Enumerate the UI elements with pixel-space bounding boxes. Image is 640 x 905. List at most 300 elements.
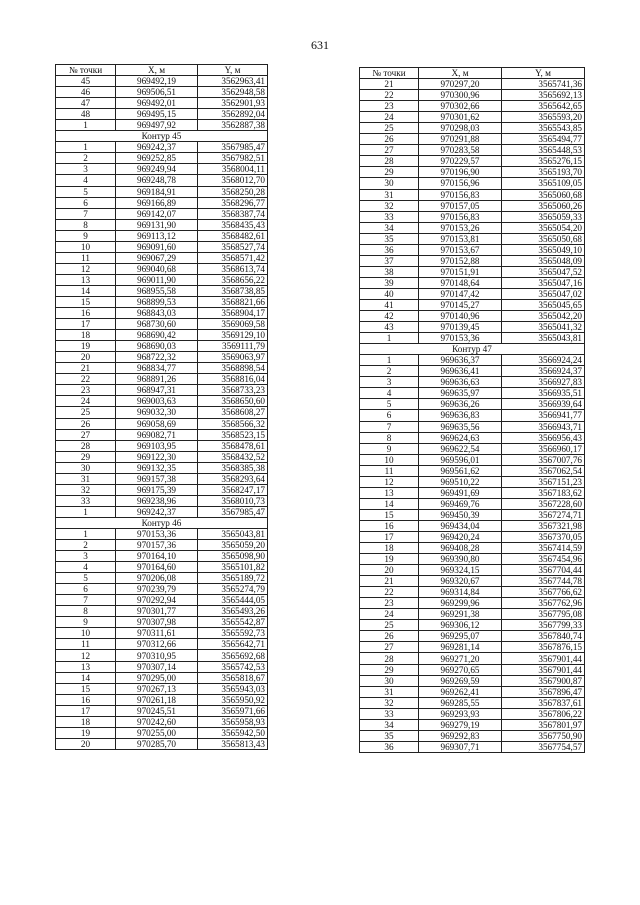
x-coordinate-cell: 968891,26 — [116, 374, 198, 385]
point-number-cell: 16 — [360, 520, 419, 531]
x-coordinate-cell: 970291,88 — [419, 134, 502, 145]
y-coordinate-cell: 3566927,83 — [502, 377, 585, 388]
point-number-cell: 23 — [360, 598, 419, 609]
x-coordinate-cell: 969469,76 — [419, 498, 502, 509]
table-row — [56, 252, 268, 263]
x-coordinate-cell: 969293,93 — [419, 708, 502, 719]
point-number-cell: 21 — [360, 576, 419, 587]
x-coordinate-cell: 970307,98 — [116, 617, 198, 628]
table-row — [56, 595, 268, 606]
table-row — [56, 142, 268, 153]
x-coordinate-cell: 969271,20 — [419, 653, 502, 664]
table-row — [56, 506, 268, 517]
y-coordinate-cell: 3565274,79 — [198, 584, 268, 595]
table-row — [360, 421, 585, 432]
point-number-cell: 5 — [56, 186, 116, 197]
y-coordinate-cell: 3567900,87 — [502, 675, 585, 686]
point-number-cell: 28 — [56, 440, 116, 451]
coordinates-table-left — [55, 64, 268, 750]
x-coordinate-cell: 969279,19 — [419, 719, 502, 730]
point-number-cell: 7 — [360, 421, 419, 432]
y-coordinate-cell: 3567806,22 — [502, 708, 585, 719]
table-row — [360, 664, 585, 675]
point-number-cell: 16 — [56, 308, 116, 319]
table-row — [360, 377, 585, 388]
table-body-left — [56, 76, 268, 750]
y-coordinate-cell: 3567896,47 — [502, 686, 585, 697]
point-number-cell: 7 — [56, 595, 116, 606]
y-coordinate-cell: 3565543,85 — [502, 123, 585, 134]
x-coordinate-cell: 969320,67 — [419, 576, 502, 587]
y-coordinate-cell: 3562948,58 — [198, 87, 268, 98]
y-coordinate-cell: 3568816,04 — [198, 374, 268, 385]
point-number-cell: 25 — [56, 407, 116, 418]
table-row — [56, 374, 268, 385]
y-coordinate-cell: 3567414,59 — [502, 543, 585, 554]
table-row — [56, 296, 268, 307]
point-number-cell: 29 — [56, 451, 116, 462]
table-row — [360, 454, 585, 465]
x-coordinate-cell: 969269,59 — [419, 675, 502, 686]
x-coordinate-cell: 968843,03 — [116, 308, 198, 319]
column-header-x: X, м — [116, 65, 198, 76]
y-coordinate-cell: 3568821,66 — [198, 296, 268, 307]
y-coordinate-cell: 3565942,50 — [198, 727, 268, 738]
x-coordinate-cell: 968955,58 — [116, 285, 198, 296]
point-number-cell: 15 — [56, 296, 116, 307]
point-number-cell: 48 — [56, 109, 116, 120]
point-number-cell: 22 — [360, 90, 419, 101]
table-row — [56, 186, 268, 197]
y-coordinate-cell: 3567454,96 — [502, 554, 585, 565]
y-coordinate-cell: 3567799,33 — [502, 620, 585, 631]
table-row — [360, 509, 585, 520]
y-coordinate-cell: 3565109,05 — [502, 178, 585, 189]
point-number-cell: 20 — [56, 352, 116, 363]
table-row — [360, 554, 585, 565]
table-row — [56, 319, 268, 330]
point-number-cell: 27 — [56, 429, 116, 440]
table-row — [56, 109, 268, 120]
x-coordinate-cell: 969248,78 — [116, 175, 198, 186]
point-number-cell: 12 — [56, 650, 116, 661]
y-coordinate-cell: 3567982,51 — [198, 153, 268, 164]
x-coordinate-cell: 968730,60 — [116, 319, 198, 330]
x-coordinate-cell: 969635,97 — [419, 388, 502, 399]
point-number-cell: 22 — [360, 587, 419, 598]
x-coordinate-cell: 970147,42 — [419, 288, 502, 299]
point-number-cell: 35 — [360, 730, 419, 741]
y-coordinate-cell: 3568527,74 — [198, 241, 268, 252]
y-coordinate-cell: 3565043,81 — [198, 528, 268, 539]
table-row — [56, 551, 268, 562]
x-coordinate-cell: 970261,18 — [116, 694, 198, 705]
table-row — [360, 90, 585, 101]
x-coordinate-cell: 969636,83 — [419, 410, 502, 421]
point-number-cell: 1 — [360, 355, 419, 366]
y-coordinate-cell: 3569111,79 — [198, 341, 268, 352]
x-coordinate-cell: 969242,37 — [116, 506, 198, 517]
x-coordinate-cell: 969491,69 — [419, 487, 502, 498]
table-row — [360, 134, 585, 145]
x-coordinate-cell: 969408,28 — [419, 543, 502, 554]
x-coordinate-cell: 969003,63 — [116, 396, 198, 407]
point-number-cell: 15 — [56, 683, 116, 694]
x-coordinate-cell: 970285,70 — [116, 738, 198, 749]
x-coordinate-cell: 970152,88 — [419, 255, 502, 266]
table-row — [56, 451, 268, 462]
point-number-cell: 13 — [56, 661, 116, 672]
point-number-cell: 26 — [56, 418, 116, 429]
x-coordinate-cell: 968834,77 — [116, 363, 198, 374]
x-coordinate-cell: 970164,10 — [116, 551, 198, 562]
x-coordinate-cell: 969270,65 — [419, 664, 502, 675]
y-coordinate-cell: 3565047,16 — [502, 277, 585, 288]
y-coordinate-cell: 3565971,66 — [198, 705, 268, 716]
table-row — [360, 288, 585, 299]
x-coordinate-cell: 969058,69 — [116, 418, 198, 429]
table-row — [360, 719, 585, 730]
y-coordinate-cell: 3569063,97 — [198, 352, 268, 363]
y-coordinate-cell: 3568656,22 — [198, 274, 268, 285]
x-coordinate-cell: 969635,56 — [419, 421, 502, 432]
table-row — [360, 255, 585, 266]
point-number-cell: 2 — [360, 366, 419, 377]
y-coordinate-cell: 3565642,71 — [198, 639, 268, 650]
y-coordinate-cell: 3565047,52 — [502, 266, 585, 277]
table-row — [56, 352, 268, 363]
column-header-point-number: № точки — [360, 68, 419, 79]
table-row — [360, 697, 585, 708]
point-number-cell: 23 — [56, 385, 116, 396]
point-number-cell: 3 — [56, 164, 116, 175]
y-coordinate-cell: 3565041,32 — [502, 322, 585, 333]
point-number-cell: 9 — [360, 443, 419, 454]
y-coordinate-cell: 3565060,26 — [502, 200, 585, 211]
y-coordinate-cell: 3565098,90 — [198, 551, 268, 562]
y-coordinate-cell: 3567837,61 — [502, 697, 585, 708]
point-number-cell: 31 — [360, 686, 419, 697]
point-number-cell: 19 — [56, 341, 116, 352]
y-coordinate-cell: 3565193,70 — [502, 167, 585, 178]
x-coordinate-cell: 970157,36 — [116, 540, 198, 551]
y-coordinate-cell: 3567876,15 — [502, 642, 585, 653]
y-coordinate-cell: 3565060,68 — [502, 189, 585, 200]
y-coordinate-cell: 3567274,71 — [502, 509, 585, 520]
y-coordinate-cell: 3567062,54 — [502, 465, 585, 476]
x-coordinate-cell: 968690,42 — [116, 330, 198, 341]
table-row — [360, 587, 585, 598]
x-coordinate-cell: 969175,39 — [116, 484, 198, 495]
y-coordinate-cell: 3567985,47 — [198, 142, 268, 153]
table-row — [56, 285, 268, 296]
table-row — [56, 716, 268, 727]
point-number-cell: 18 — [56, 716, 116, 727]
point-number-cell: 25 — [360, 123, 419, 134]
x-coordinate-cell: 970312,66 — [116, 639, 198, 650]
point-number-cell: 27 — [360, 642, 419, 653]
y-coordinate-cell: 3567766,62 — [502, 587, 585, 598]
point-number-cell: 12 — [360, 476, 419, 487]
table-row — [360, 498, 585, 509]
y-coordinate-cell: 3565950,92 — [198, 694, 268, 705]
y-coordinate-cell: 3568385,38 — [198, 462, 268, 473]
table-row — [56, 418, 268, 429]
point-number-cell: 9 — [56, 617, 116, 628]
point-number-cell: 11 — [56, 252, 116, 263]
y-coordinate-cell: 3567370,05 — [502, 531, 585, 542]
table-row — [56, 208, 268, 219]
point-number-cell: 32 — [360, 697, 419, 708]
point-number-cell: 19 — [56, 727, 116, 738]
y-coordinate-cell: 3566924,24 — [502, 355, 585, 366]
y-coordinate-cell: 3567795,08 — [502, 609, 585, 620]
x-coordinate-cell: 970245,51 — [116, 705, 198, 716]
x-coordinate-cell: 969495,15 — [116, 109, 198, 120]
y-coordinate-cell: 3565592,73 — [198, 628, 268, 639]
x-coordinate-cell: 970156,96 — [419, 178, 502, 189]
y-coordinate-cell: 3567985,47 — [198, 506, 268, 517]
x-coordinate-cell: 969011,90 — [116, 274, 198, 285]
point-number-cell: 22 — [56, 374, 116, 385]
coordinates-table-right — [359, 67, 585, 753]
table-row — [360, 299, 585, 310]
point-number-cell: 18 — [360, 543, 419, 554]
x-coordinate-cell: 969622,54 — [419, 443, 502, 454]
y-coordinate-cell: 3567183,62 — [502, 487, 585, 498]
point-number-cell: 5 — [360, 399, 419, 410]
table-row — [360, 598, 585, 609]
y-coordinate-cell: 3565958,93 — [198, 716, 268, 727]
x-coordinate-cell: 969249,94 — [116, 164, 198, 175]
table-row — [56, 76, 268, 87]
table-row — [56, 462, 268, 473]
table-row — [360, 79, 585, 90]
y-coordinate-cell: 3567744,78 — [502, 576, 585, 587]
y-coordinate-cell: 3565059,33 — [502, 211, 585, 222]
x-coordinate-cell: 970300,96 — [419, 90, 502, 101]
table-row — [360, 112, 585, 123]
table-header-row — [56, 65, 268, 76]
x-coordinate-cell: 969492,19 — [116, 76, 198, 87]
table-row — [56, 727, 268, 738]
table-row — [56, 120, 268, 131]
point-number-cell: 10 — [56, 628, 116, 639]
y-coordinate-cell: 3568613,74 — [198, 263, 268, 274]
table-row — [56, 429, 268, 440]
y-coordinate-cell: 3566935,51 — [502, 388, 585, 399]
table-row — [56, 573, 268, 584]
column-header-y: Y, м — [198, 65, 268, 76]
table-row — [360, 653, 585, 664]
y-coordinate-cell: 3568566,32 — [198, 418, 268, 429]
point-number-cell: 45 — [56, 76, 116, 87]
point-number-cell: 46 — [56, 87, 116, 98]
x-coordinate-cell: 969184,91 — [116, 186, 198, 197]
point-number-cell: 29 — [360, 167, 419, 178]
table-row — [56, 617, 268, 628]
y-coordinate-cell: 3565494,77 — [502, 134, 585, 145]
x-coordinate-cell: 969434,04 — [419, 520, 502, 531]
y-coordinate-cell: 3565059,20 — [198, 540, 268, 551]
point-number-cell: 24 — [360, 112, 419, 123]
table-row — [360, 620, 585, 631]
point-number-cell: 40 — [360, 288, 419, 299]
table-row — [56, 241, 268, 252]
point-number-cell: 42 — [360, 311, 419, 322]
x-coordinate-cell: 969252,85 — [116, 153, 198, 164]
y-coordinate-cell: 3565049,10 — [502, 244, 585, 255]
point-number-cell: 8 — [56, 606, 116, 617]
x-coordinate-cell: 969636,41 — [419, 366, 502, 377]
y-coordinate-cell: 3568898,54 — [198, 363, 268, 374]
point-number-cell: 26 — [360, 134, 419, 145]
table-row — [56, 738, 268, 749]
table-row — [56, 385, 268, 396]
y-coordinate-cell: 3567704,44 — [502, 565, 585, 576]
point-number-cell: 31 — [360, 189, 419, 200]
table-row — [360, 266, 585, 277]
point-number-cell: 14 — [360, 498, 419, 509]
x-coordinate-cell: 969132,35 — [116, 462, 198, 473]
point-number-cell: 18 — [56, 330, 116, 341]
x-coordinate-cell: 970311,61 — [116, 628, 198, 639]
point-number-cell: 20 — [56, 738, 116, 749]
point-number-cell: 6 — [56, 584, 116, 595]
point-number-cell: 17 — [360, 531, 419, 542]
y-coordinate-cell: 3562963,41 — [198, 76, 268, 87]
y-coordinate-cell: 3568387,74 — [198, 208, 268, 219]
table-row — [360, 233, 585, 244]
y-coordinate-cell: 3565444,05 — [198, 595, 268, 606]
y-coordinate-cell: 3565692,13 — [502, 90, 585, 101]
y-coordinate-cell: 3566941,77 — [502, 410, 585, 421]
x-coordinate-cell: 970145,27 — [419, 299, 502, 310]
y-coordinate-cell: 3565048,09 — [502, 255, 585, 266]
x-coordinate-cell: 970156,83 — [419, 211, 502, 222]
y-coordinate-cell: 3567228,60 — [502, 498, 585, 509]
y-coordinate-cell: 3567750,90 — [502, 730, 585, 741]
table-row — [360, 443, 585, 454]
point-number-cell: 19 — [360, 554, 419, 565]
y-coordinate-cell: 3567762,96 — [502, 598, 585, 609]
table-row — [360, 531, 585, 542]
y-coordinate-cell: 3565045,65 — [502, 299, 585, 310]
x-coordinate-cell: 968899,53 — [116, 296, 198, 307]
x-coordinate-cell: 970139,45 — [419, 322, 502, 333]
point-number-cell: 13 — [360, 487, 419, 498]
table-row — [360, 631, 585, 642]
x-coordinate-cell: 970301,62 — [419, 112, 502, 123]
table-row — [56, 98, 268, 109]
point-number-cell: 21 — [56, 363, 116, 374]
point-number-cell: 33 — [360, 211, 419, 222]
table-row — [360, 145, 585, 156]
y-coordinate-cell: 3568012,70 — [198, 175, 268, 186]
contour-heading-row — [56, 517, 268, 528]
table-row — [56, 263, 268, 274]
table-row — [56, 341, 268, 352]
point-number-cell: 36 — [360, 741, 419, 752]
point-number-cell: 2 — [56, 153, 116, 164]
y-coordinate-cell: 3565692,68 — [198, 650, 268, 661]
x-coordinate-cell: 969122,30 — [116, 451, 198, 462]
table-row — [360, 686, 585, 697]
y-coordinate-cell: 3565741,36 — [502, 79, 585, 90]
x-coordinate-cell: 969314,84 — [419, 587, 502, 598]
x-coordinate-cell: 969032,30 — [116, 407, 198, 418]
table-row — [360, 311, 585, 322]
y-coordinate-cell: 3565189,72 — [198, 573, 268, 584]
x-coordinate-cell: 969292,83 — [419, 730, 502, 741]
y-coordinate-cell: 3562887,38 — [198, 120, 268, 131]
x-coordinate-cell: 970153,67 — [419, 244, 502, 255]
y-coordinate-cell: 3568650,60 — [198, 396, 268, 407]
point-number-cell: 1 — [56, 506, 116, 517]
x-coordinate-cell: 970292,94 — [116, 595, 198, 606]
point-number-cell: 1 — [56, 142, 116, 153]
table-row — [360, 189, 585, 200]
x-coordinate-cell: 970267,13 — [116, 683, 198, 694]
table-row — [56, 495, 268, 506]
point-number-cell: 4 — [56, 175, 116, 186]
y-coordinate-cell: 3565493,26 — [198, 606, 268, 617]
y-coordinate-cell: 3565943,03 — [198, 683, 268, 694]
contour-heading: Контур 45 — [56, 131, 268, 142]
table-row — [56, 197, 268, 208]
point-number-cell: 1 — [56, 528, 116, 539]
table-row — [56, 683, 268, 694]
x-coordinate-cell: 968722,32 — [116, 352, 198, 363]
table-row — [360, 465, 585, 476]
table-row — [56, 672, 268, 683]
point-number-cell: 4 — [56, 562, 116, 573]
x-coordinate-cell: 970283,58 — [419, 145, 502, 156]
table-row — [360, 366, 585, 377]
y-coordinate-cell: 3568296,77 — [198, 197, 268, 208]
table-row — [360, 167, 585, 178]
point-number-cell: 21 — [360, 79, 419, 90]
x-coordinate-cell: 970153,36 — [116, 528, 198, 539]
table-row — [360, 101, 585, 112]
point-number-cell: 25 — [360, 620, 419, 631]
x-coordinate-cell: 970153,26 — [419, 222, 502, 233]
point-number-cell: 17 — [56, 319, 116, 330]
x-coordinate-cell: 969091,60 — [116, 241, 198, 252]
x-coordinate-cell: 969295,07 — [419, 631, 502, 642]
y-coordinate-cell: 3569069,58 — [198, 319, 268, 330]
table-header-row — [360, 68, 585, 79]
point-number-cell: 16 — [56, 694, 116, 705]
table-row — [360, 355, 585, 366]
table-row — [360, 322, 585, 333]
point-number-cell: 6 — [56, 197, 116, 208]
table-row — [360, 675, 585, 686]
point-number-cell: 27 — [360, 145, 419, 156]
x-coordinate-cell: 970239,79 — [116, 584, 198, 595]
point-number-cell: 39 — [360, 277, 419, 288]
x-coordinate-cell: 969291,38 — [419, 609, 502, 620]
x-coordinate-cell: 969306,12 — [419, 620, 502, 631]
point-number-cell: 3 — [56, 551, 116, 562]
table-row — [360, 565, 585, 576]
table-row — [360, 432, 585, 443]
x-coordinate-cell: 970302,66 — [419, 101, 502, 112]
table-row — [360, 388, 585, 399]
x-coordinate-cell: 969497,92 — [116, 120, 198, 131]
point-number-cell: 14 — [56, 285, 116, 296]
point-number-cell: 3 — [360, 377, 419, 388]
